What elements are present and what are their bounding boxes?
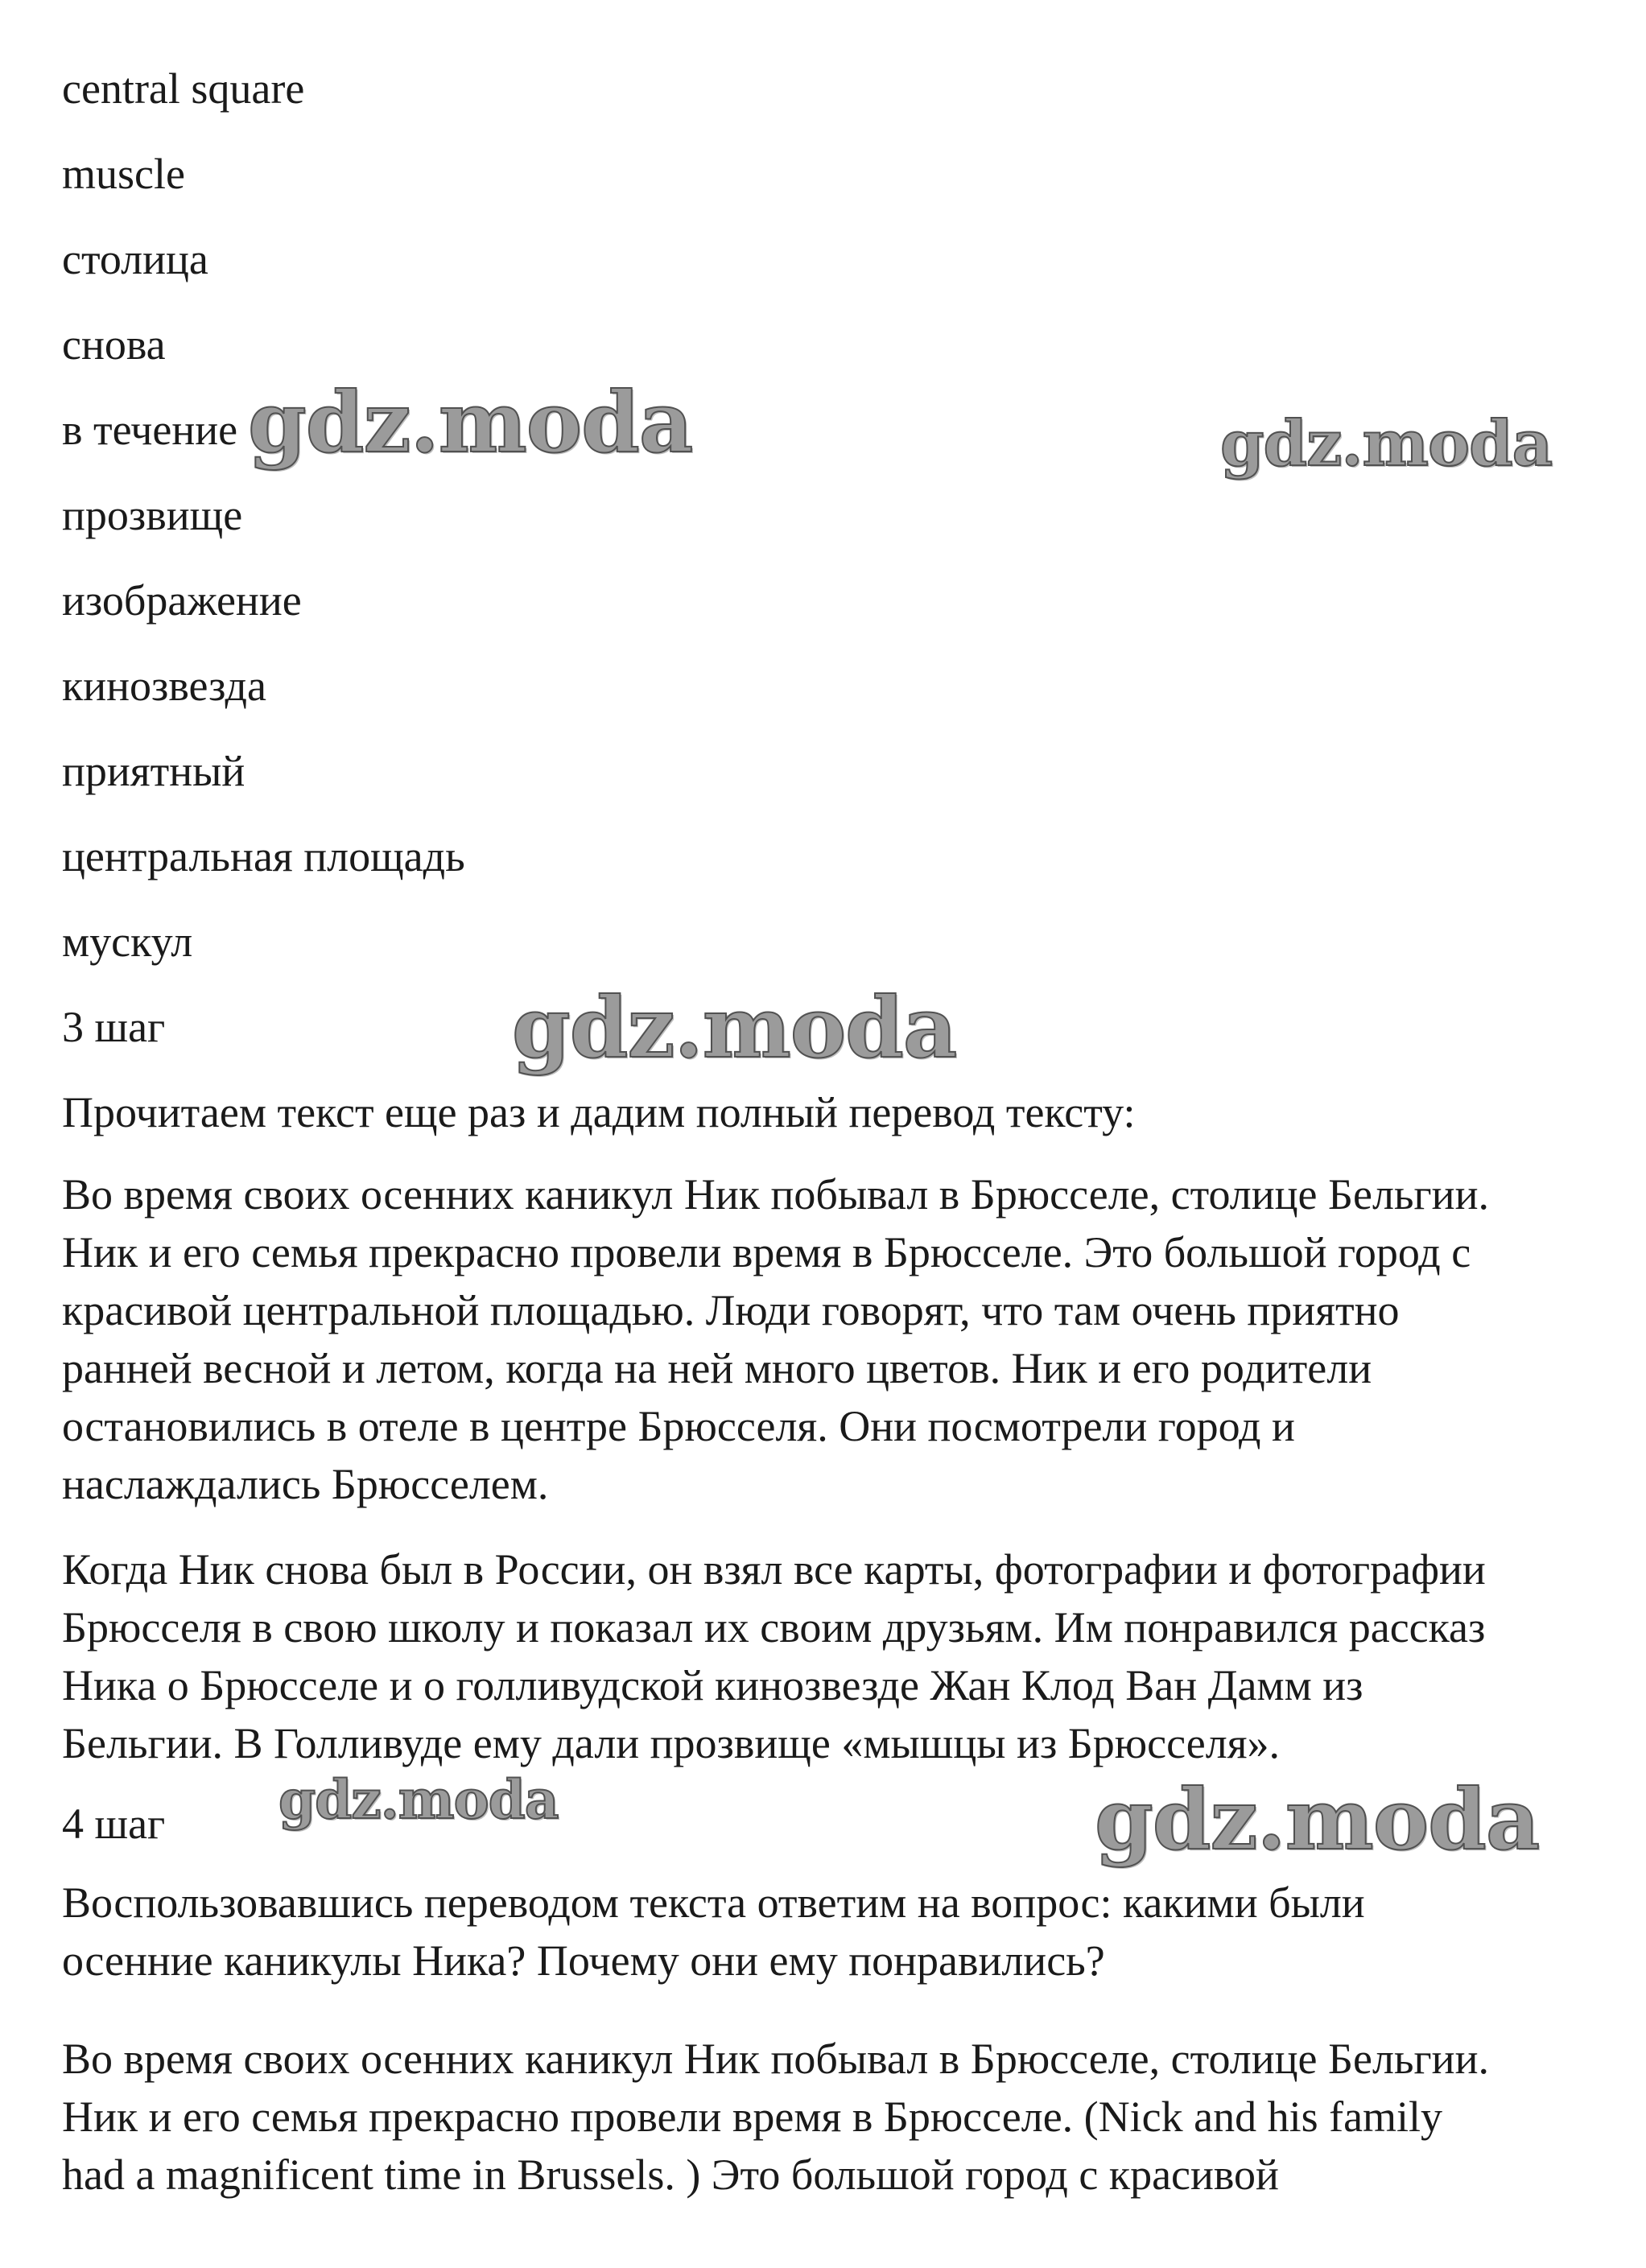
watermark-logo: gdz.moda <box>278 1768 559 1831</box>
text-line: наслаждались Брюсселем. <box>62 1460 549 1508</box>
text-line: Ника о Брюсселе и о голливудской кинозвезде Жан Клод Ван Дамм из <box>62 1661 1363 1709</box>
watermark-logo: gdz.moda <box>1095 1770 1540 1869</box>
text-line: Во время своих осенних каникул Ник побывал в Брюсселе, столице Бельгии. <box>62 2035 1489 2083</box>
vocab-item: мускул <box>62 918 193 966</box>
text-line: Ник и его семья прекрасно провели время в Брюсселе. (Nick and his family <box>62 2093 1443 2141</box>
text-line: had a magnificent time in Brussels. ) Это большой город с красивой <box>62 2150 1279 2199</box>
vocab-item: muscle <box>62 150 185 198</box>
step4-heading: 4 шаг <box>62 1800 166 1848</box>
text-line: Когда Ник снова был в России, он взял все карты, фотографии и фотографии <box>62 1545 1486 1594</box>
vocab-item: в течение <box>62 406 238 454</box>
vocab-item: прозвище <box>62 491 243 539</box>
step4-question <box>62 1874 1640 1990</box>
text-line: Бельгии. В Голливуде ему дали прозвище «мышцы из Брюсселя». <box>62 1719 1280 1767</box>
watermark-logo: gdz.moda <box>1220 407 1553 480</box>
step4-answer <box>62 2030 1640 2204</box>
step3-translation-paragraph-1 <box>62 1165 1640 1513</box>
watermark-logo: gdz.moda <box>248 373 693 472</box>
text-line: Воспользовавшись переводом текста ответим на вопрос: какими были <box>62 1878 1365 1927</box>
vocab-item: изображение <box>62 576 302 625</box>
vocab-item: столица <box>62 235 208 283</box>
vocab-item: центральная площадь <box>62 832 465 880</box>
text-line: остановились в отеле в центре Брюсселя. Они посмотрели город и <box>62 1402 1295 1450</box>
text-line: Брюсселя в свою школу и показал их своим друзьям. Им понравился рассказ <box>62 1603 1486 1652</box>
step3-heading: 3 шаг <box>62 1003 166 1051</box>
step3-translation-paragraph-2 <box>62 1540 1640 1772</box>
text-line: Ник и его семья прекрасно провели время в Брюсселе. Это большой город с <box>62 1228 1471 1276</box>
step3-intro: Прочитаем текст еще раз и дадим полный перевод тексту: <box>62 1088 1136 1136</box>
vocab-item: кинозвезда <box>62 662 266 710</box>
vocab-item: снова <box>62 320 166 369</box>
watermark-logo: gdz.moda <box>512 978 957 1077</box>
text-line: красивой центральной площадью. Люди говорят, что там очень приятно <box>62 1286 1400 1334</box>
text-line: Во время своих осенних каникул Ник побывал в Брюсселе, столице Бельгии. <box>62 1170 1489 1219</box>
vocab-item: приятный <box>62 747 245 795</box>
text-line: осенние каникулы Ника? Почему они ему понравились? <box>62 1936 1105 1985</box>
vocab-item: central square <box>62 64 305 113</box>
text-line: ранней весной и летом, когда на ней много цветов. Ник и его родители <box>62 1344 1372 1392</box>
